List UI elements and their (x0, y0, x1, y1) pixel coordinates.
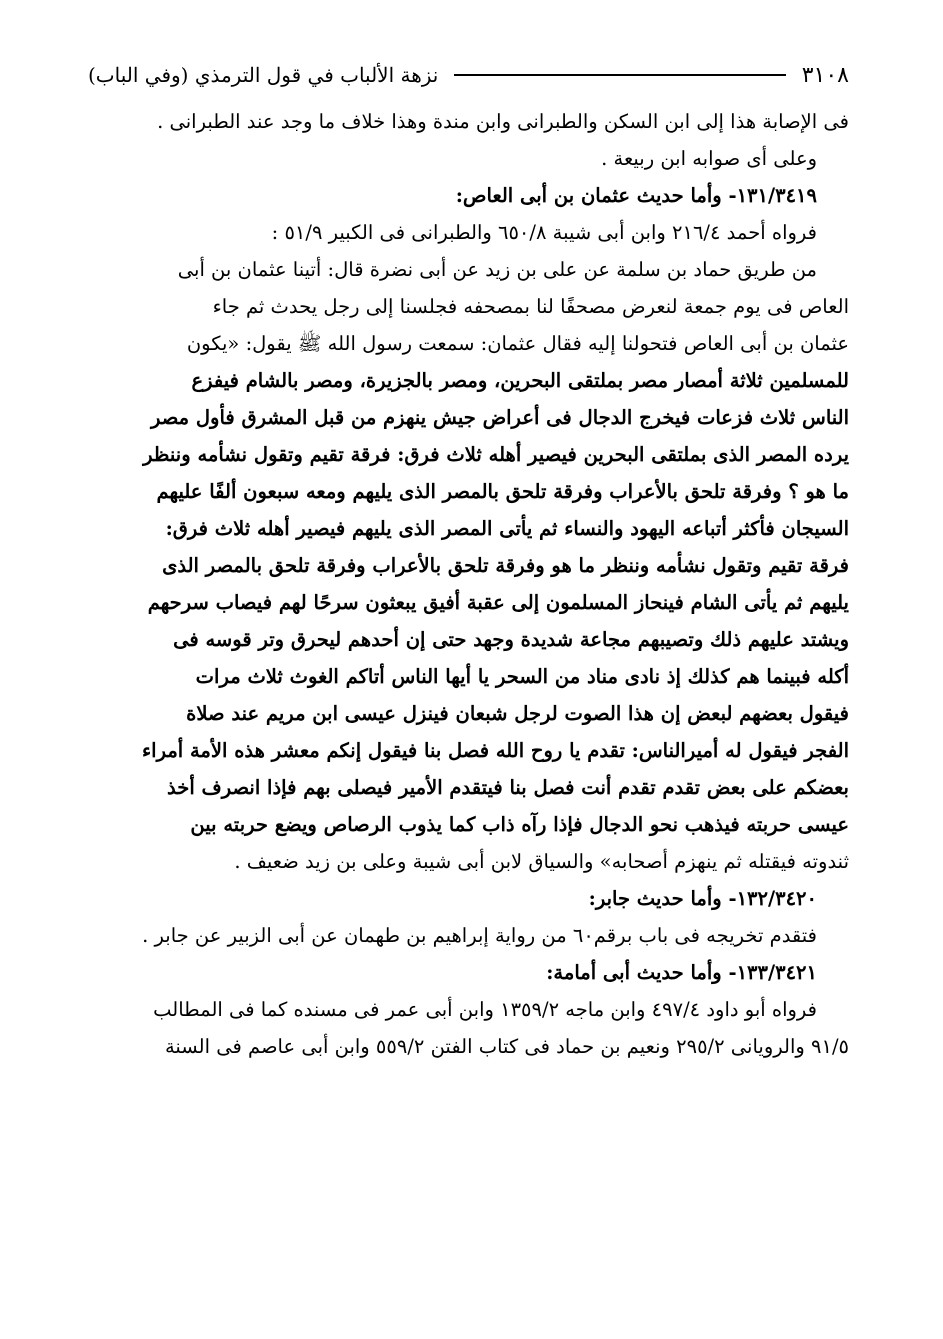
text-line: عثمان بن أبى العاص فتحولنا إليه فقال عثمان: سمعت رسول الله ﷺ يقول: «يكون (186, 332, 849, 355)
text-line: فيقول بعضهم لبعض إن هذا الصوت لرجل شبعان فينزل عيسى ابن مريم عند صلاة (186, 702, 849, 725)
text-line: فرواه أبو داود ٤٩٧/٤ وابن ماجه ١٣٥٩/٢ وابن أبى عمر فى مسنده كما فى المطالب (153, 998, 817, 1021)
text-line: ٩١/٥ والرويانى ٢٩٥/٢ ونعيم بن حماد فى كتاب الفتن ٥٥٩/٢ وابن أبى عاصم فى السنة (164, 1035, 849, 1058)
text-line: ١٣٣/٣٤٢١- وأما حديث أبى أمامة: (546, 961, 817, 984)
text-line: ١٣١/٣٤١٩- وأما حديث عثمان بن أبى العاص: (455, 184, 817, 207)
text-line: السيجان فأكثر أتباعه اليهود والنساء ثم يأتى المصر الذى يليهم فيصير أهله ثلاث فرق: (165, 517, 849, 540)
page-number: ٣١٠٨ (801, 62, 849, 88)
running-title: نزهة الألباب في قول الترمذي (وفي الباب) (88, 63, 439, 87)
text-line: أكله فبينما هم كذلك إذ نادى مناد من السحر يا أيها الناس أتاكم الغوث ثلاث مرات (195, 665, 849, 688)
running-header (88, 58, 849, 92)
text-line: ١٣٢/٣٤٢٠- وأما حديث جابر: (588, 887, 817, 910)
page-body (78, 103, 849, 1065)
text-line: يرده المصر الذى بملتقى البحرين فيصير أهله ثلاث فرق: فرقة تقيم وتقول نشأمه وننظر (143, 443, 849, 466)
text-line: ما هو ؟ وفرقة تلحق بالأعراب وفرقة تلحق بالمصر الذى يليهم ومعه سبعون ألفًا عليهم (156, 480, 849, 503)
text-line: ثندوته فيقتله ثم ينهزم أصحابه» والسياق لابن أبى شيبة وعلى بن زيد ضعيف . (234, 850, 849, 873)
text-line: يليهم ثم يأتى الشام فينحاز المسلمون إلى عقبة أفيق يبعثون سرحًا لهم فيصاب سرحهم (147, 591, 849, 614)
text-line: من طريق حماد بن سلمة عن على بن زيد عن أبى نضرة قال: أتينا عثمان بن أبى (177, 258, 817, 281)
text-line: ويشتد عليهم ذلك وتصيبهم مجاعة شديدة وجهد حتى إن أحدهم ليحرق وتر قوسه فى (173, 628, 849, 651)
text-line: عيسى حربته فيذهب نحو الدجال فإذا رآه ذاب كما يذوب الرصاص ويضع حربته بين (190, 813, 849, 836)
text-line: فرواه أحمد ٢١٦/٤ وابن أبى شيبة ٦٥٠/٨ والطبرانى فى الكبير ٥١/٩ : (271, 221, 817, 244)
text-line: للمسلمين ثلاثة أمصار مصر بملتقى البحرين، ومصر بالجزيرة، ومصر بالشام فيفزع (191, 369, 849, 392)
text-line: الفجر فيقول له أميرالناس: تقدم يا روح الله فصل بنا فيقول إنكم معشر هذه الأمة أمراء (141, 739, 849, 762)
text-line: الناس ثلاث فزعات فيخرج الدجال فى أعراض جيش ينهزم من قبل المشرق فأول مصر (150, 406, 849, 429)
text-line: بعضكم على بعض تقدم تقدم أنت فصل بنا فيتقدم الأمير فيصلى بهم فإذا انصرف أخذ (167, 776, 849, 799)
text-line: فرقة تقيم وتقول نشأمه وننظر ما هو وفرقة تلحق بالأعراب وفرقة تلحق بالمصر الذى (162, 554, 849, 577)
text-line: فى الإصابة هذا إلى ابن السكن والطبرانى وابن مندة وهذا خلاف ما وجد عند الطبرانى . (157, 110, 849, 133)
text-line: وعلى أى صوابه ابن ربيعة . (601, 147, 817, 170)
text-line: فتقدم تخريجه فى باب برقم٦٠ من رواية إبراهيم بن طهمان عن أبى الزبير عن جابر . (142, 924, 817, 947)
text-line: العاص فى يوم جمعة لنعرض مصحفًا لنا بمصحفه فجلسنا إلى رجل يحدث ثم جاء (212, 295, 849, 318)
header-rule (454, 74, 785, 76)
